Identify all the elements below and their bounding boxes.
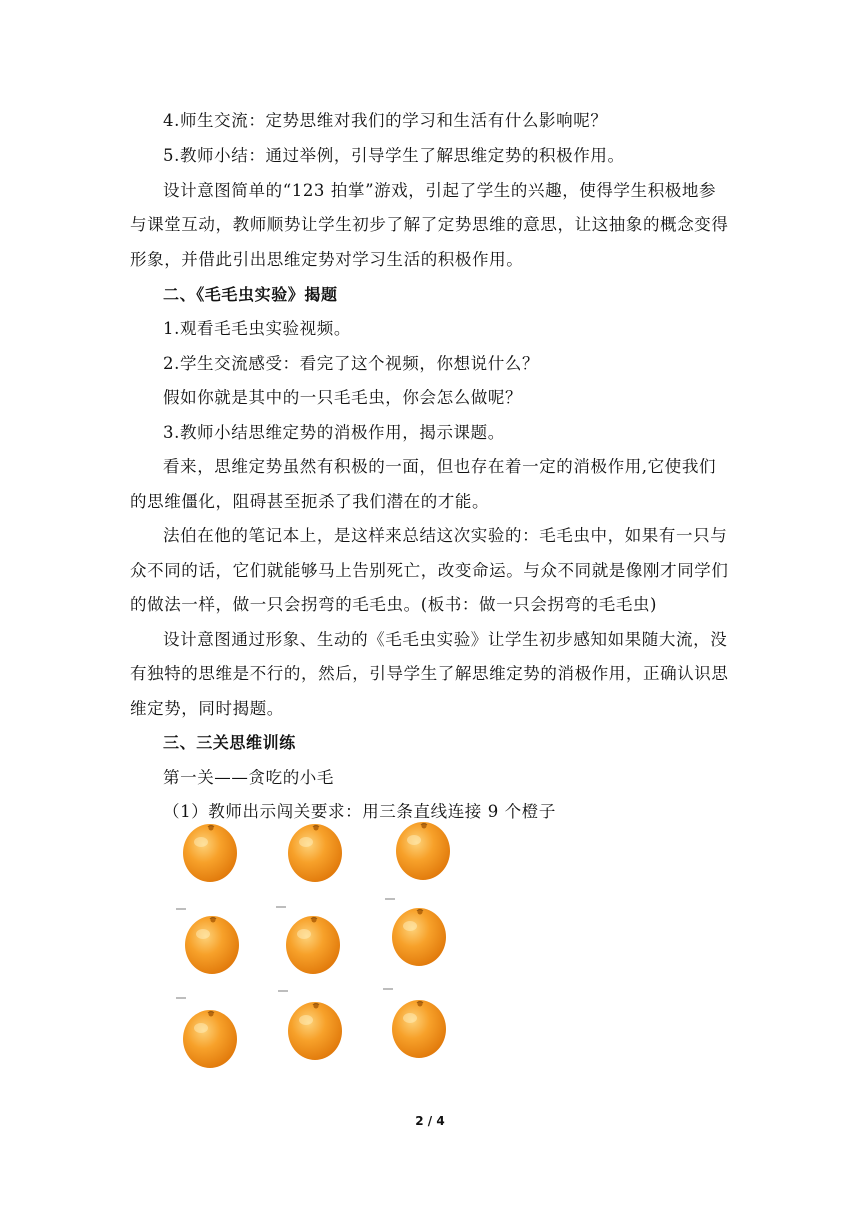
- orange-image: [394, 818, 452, 882]
- orange-image: [181, 1006, 239, 1070]
- text-line: （1）教师出示闯关要求：用三条直线连接 9 个橙子: [163, 802, 556, 821]
- section-heading: 二、《毛毛虫实验》揭题: [163, 285, 338, 304]
- dash-mark: [176, 997, 186, 999]
- text-line: 2.学生交流感受：看完了这个视频，你想说什么？: [163, 354, 540, 373]
- text-line: 第一关——贪吃的小毛: [163, 768, 334, 787]
- section-heading: 三、三关思维训练: [163, 733, 296, 752]
- dash-mark: [383, 988, 393, 990]
- dash-mark: [176, 908, 186, 910]
- text-line: 众不同的话，它们就能够马上告别死亡，改变命运。与众不同就是像刚才同学们: [130, 561, 729, 580]
- orange-image: [183, 912, 241, 976]
- page-number: 2 / 4: [415, 1114, 445, 1128]
- text-line: 法伯在他的笔记本上，是这样来总结这次实验的：毛毛虫中，如果有一只与: [163, 526, 728, 545]
- text-line: 与课堂互动，教师顺势让学生初步了解了定势思维的意思，让这抽象的概念变得: [130, 215, 729, 234]
- text-line: 设计意图简单的“123 拍掌”游戏，引起了学生的兴趣，使得学生积极地参: [163, 181, 717, 200]
- orange-image: [181, 820, 239, 884]
- orange-image: [286, 820, 344, 884]
- text-line: 维定势，同时揭题。: [130, 699, 284, 718]
- text-line: 看来，思维定势虽然有积极的一面，但也存在着一定的消极作用,它使我们: [163, 457, 717, 476]
- dash-mark: [276, 906, 286, 908]
- text-line: 形象，并借此引出思维定势对学习生活的积极作用。: [130, 250, 524, 269]
- text-line: 有独特的思维是不行的，然后，引导学生了解思维定势的消极作用，正确认识思: [130, 664, 729, 683]
- text-line: 的思维僵化，阻碍甚至扼杀了我们潜在的才能。: [130, 492, 490, 511]
- text-line: 5.教师小结：通过举例，引导学生了解思维定势的积极作用。: [163, 146, 625, 165]
- text-line: 假如你就是其中的一只毛毛虫，你会怎么做呢？: [163, 388, 523, 407]
- dash-mark: [278, 990, 288, 992]
- text-line: 设计意图通过形象、生动的《毛毛虫实验》让学生初步感知如果随大流，没: [163, 630, 728, 649]
- text-line: 的做法一样，做一只会拐弯的毛毛虫。(板书：做一只会拐弯的毛毛虫): [130, 595, 658, 614]
- text-line: 1.观看毛毛虫实验视频。: [163, 319, 351, 338]
- text-line: 4.师生交流：定势思维对我们的学习和生活有什么影响呢？: [163, 111, 608, 130]
- orange-image: [284, 912, 342, 976]
- orange-image: [390, 904, 448, 968]
- orange-image: [286, 998, 344, 1062]
- orange-image: [390, 996, 448, 1060]
- dash-mark: [385, 898, 395, 900]
- text-line: 3.教师小结思维定势的消极作用，揭示课题。: [163, 423, 505, 442]
